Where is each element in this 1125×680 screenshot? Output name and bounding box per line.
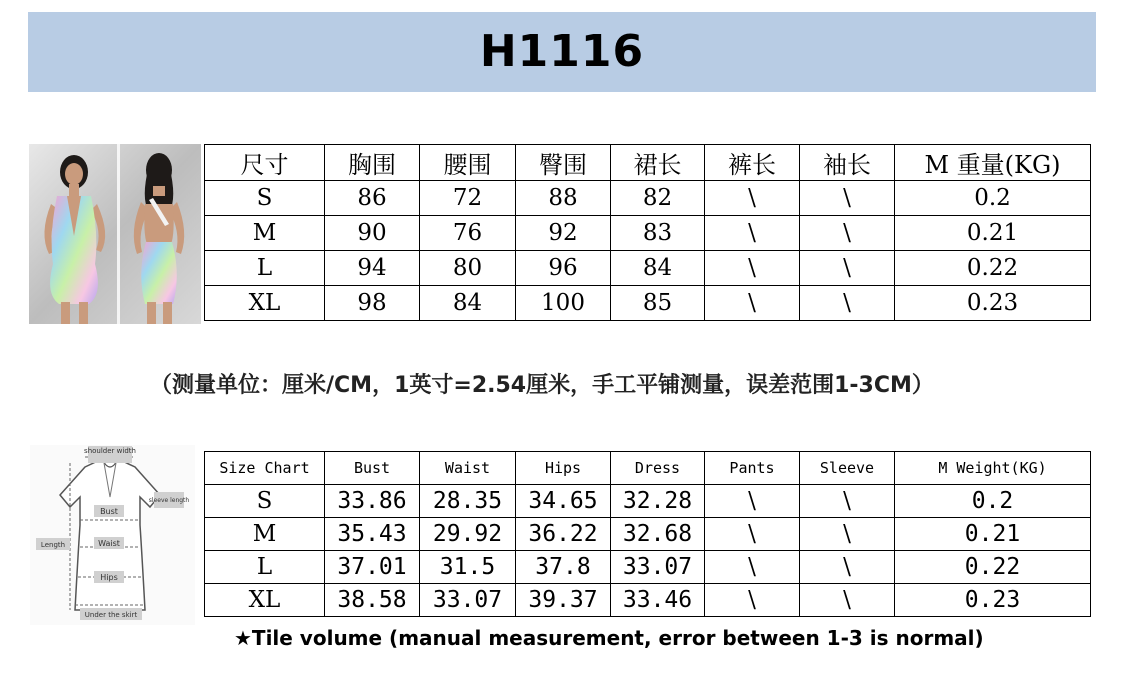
product-photo <box>29 144 201 324</box>
table-cell: M <box>205 216 325 251</box>
table-row <box>205 518 1091 551</box>
measurement-note-cn: （测量单位：厘米/CM，1英寸=2.54厘米，手工平铺测量，误差范围1-3CM） <box>150 373 934 398</box>
table-cell: \ <box>800 181 895 216</box>
table-cell: 34.65 <box>516 485 611 518</box>
header-cell: 袖长 <box>800 145 895 181</box>
table-row <box>205 286 1091 321</box>
table-header-row <box>205 452 1091 485</box>
header-cell: Size Chart <box>205 452 325 485</box>
table-cell: \ <box>705 181 800 216</box>
table-cell: 36.22 <box>516 518 611 551</box>
table-row <box>205 551 1091 584</box>
table-row <box>205 251 1091 286</box>
table-cell: \ <box>800 584 895 617</box>
table-cell: \ <box>705 518 800 551</box>
table-cell: 92 <box>516 216 611 251</box>
table-cell: 37.8 <box>516 551 611 584</box>
table-cell: 32.28 <box>611 485 705 518</box>
table-cell: \ <box>705 286 800 321</box>
table-cell: 38.58 <box>325 584 420 617</box>
header-cell: 裙长 <box>611 145 705 181</box>
table-cell: \ <box>705 551 800 584</box>
table-cell: L <box>205 251 325 286</box>
header-cell: 腰围 <box>420 145 516 181</box>
header-cell: Waist <box>420 452 516 485</box>
table-cell: 96 <box>516 251 611 286</box>
table-cell: 76 <box>420 216 516 251</box>
table-cell: \ <box>705 251 800 286</box>
table-cell: 0.22 <box>895 551 1091 584</box>
diagram-label-hips: Hips <box>100 573 118 582</box>
table-cell: 94 <box>325 251 420 286</box>
table-cell: S <box>205 485 325 518</box>
table-cell: 86 <box>325 181 420 216</box>
table-cell: 33.07 <box>611 551 705 584</box>
diagram-label-bust: Bust <box>100 507 118 516</box>
table-header-row <box>205 145 1091 181</box>
table-cell: 72 <box>420 181 516 216</box>
title-banner <box>28 12 1096 92</box>
size-table-cn <box>204 144 1091 321</box>
table-cell: 39.37 <box>516 584 611 617</box>
header-cell: Bust <box>325 452 420 485</box>
size-table-en <box>204 451 1091 617</box>
table-cell: 88 <box>516 181 611 216</box>
table-cell: \ <box>800 551 895 584</box>
table-cell: 28.35 <box>420 485 516 518</box>
table-cell: \ <box>800 251 895 286</box>
table-cell: 33.86 <box>325 485 420 518</box>
table-cell: 83 <box>611 216 705 251</box>
table-cell: 32.68 <box>611 518 705 551</box>
table-cell: 0.23 <box>895 286 1091 321</box>
product-photo-illustration <box>29 144 201 324</box>
measurement-diagram <box>30 445 195 625</box>
table-cell: 33.46 <box>611 584 705 617</box>
table-cell: \ <box>800 485 895 518</box>
table-cell: 82 <box>611 181 705 216</box>
table-cell: 80 <box>420 251 516 286</box>
table-cell: 33.07 <box>420 584 516 617</box>
table-cell: M <box>205 518 325 551</box>
table-row <box>205 216 1091 251</box>
table-cell: 37.01 <box>325 551 420 584</box>
table-cell: \ <box>800 518 895 551</box>
table-cell: 84 <box>420 286 516 321</box>
table-cell: S <box>205 181 325 216</box>
table-cell: L <box>205 551 325 584</box>
table-cell: 85 <box>611 286 705 321</box>
dress-diagram-illustration <box>30 445 195 625</box>
diagram-label-under: Under the skirt <box>84 611 138 619</box>
table-cell: XL <box>205 286 325 321</box>
table-row <box>205 181 1091 216</box>
table-cell: 84 <box>611 251 705 286</box>
header-cell: M Weight(KG) <box>895 452 1091 485</box>
diagram-label-waist: Waist <box>98 539 120 548</box>
table-cell: \ <box>705 584 800 617</box>
header-cell: 臀围 <box>516 145 611 181</box>
diagram-label-shoulder: shoulder width <box>84 447 136 455</box>
table-cell: 90 <box>325 216 420 251</box>
diagram-label-sleeve: sleeve length <box>148 497 190 504</box>
header-cell: Dress <box>611 452 705 485</box>
header-cell: 尺寸 <box>205 145 325 181</box>
table-cell: \ <box>705 485 800 518</box>
table-cell: 0.23 <box>895 584 1091 617</box>
header-cell: 胸围 <box>325 145 420 181</box>
table-cell: \ <box>800 286 895 321</box>
table-cell: 0.22 <box>895 251 1091 286</box>
table-cell: \ <box>705 216 800 251</box>
table-cell: 0.21 <box>895 216 1091 251</box>
table-row <box>205 584 1091 617</box>
table-cell: XL <box>205 584 325 617</box>
table-cell: 98 <box>325 286 420 321</box>
header-cell: M 重量(KG) <box>895 145 1091 181</box>
table-cell: 35.43 <box>325 518 420 551</box>
table-cell: 0.21 <box>895 518 1091 551</box>
header-cell: 裤长 <box>705 145 800 181</box>
measurement-note-en: ★Tile volume (manual measurement, error between 1-3 is normal) <box>234 626 984 650</box>
diagram-label-length: Length <box>40 541 66 549</box>
table-cell: \ <box>800 216 895 251</box>
header-cell: Hips <box>516 452 611 485</box>
table-cell: 100 <box>516 286 611 321</box>
header-cell: Sleeve <box>800 452 895 485</box>
page-title: H1116 <box>479 26 645 77</box>
table-cell: 31.5 <box>420 551 516 584</box>
table-cell: 29.92 <box>420 518 516 551</box>
table-cell: 0.2 <box>895 485 1091 518</box>
header-cell: Pants <box>705 452 800 485</box>
table-cell: 0.2 <box>895 181 1091 216</box>
table-row <box>205 485 1091 518</box>
